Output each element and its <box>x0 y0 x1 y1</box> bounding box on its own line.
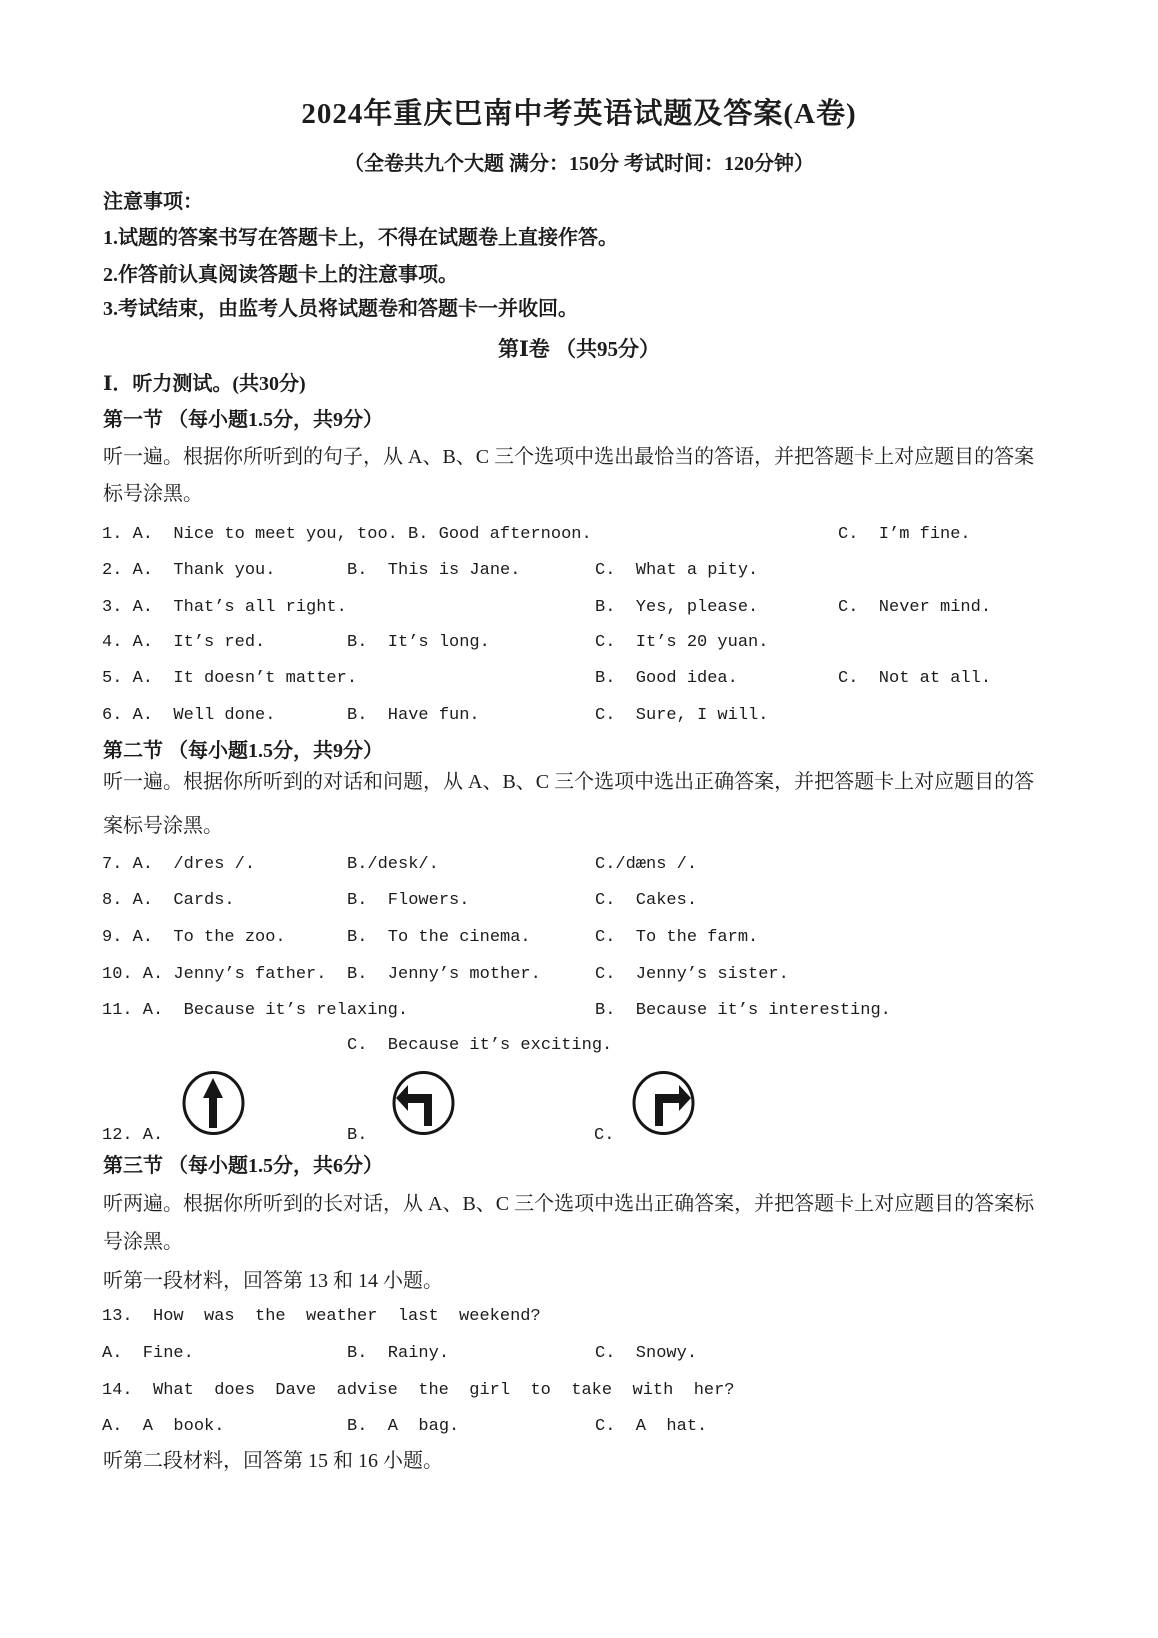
question-8-option-b: B. Flowers. <box>347 891 470 910</box>
question-4-option-b: B. It’s long. <box>347 633 490 652</box>
question-14-option-b: B. A bag. <box>347 1417 460 1436</box>
question-2-option-b: B. This is Jane. <box>347 561 521 580</box>
question-6-row <box>0 706 1158 728</box>
question-13-option-a: A. Fine. <box>102 1344 194 1363</box>
question-14-option-a: A. A book. <box>102 1417 225 1436</box>
question-4-option-a: 4. A. It’s red. <box>102 633 266 652</box>
question-10-option-c: C. Jenny’s sister. <box>595 965 789 984</box>
part2-instructions-line1: 听一遍。根据你所听到的对话和问题，从 A、B、C 三个选项中选出正确答案，并把答题卡上对应题目的答 <box>103 771 1035 793</box>
question-8-option-c: C. Cakes. <box>595 891 698 910</box>
question-14-text: 14. What does Dave advise the girl to take with her? <box>102 1381 735 1400</box>
question-2-option-a: 2. A. Thank you. <box>102 561 276 580</box>
part2-instructions-line2: 案标号涂黑。 <box>103 815 223 837</box>
question-12-row <box>0 1126 1158 1148</box>
question-11-option-c: C. Because it’s exciting. <box>347 1036 613 1055</box>
question-13-text: 13. How was the weather last weekend? <box>102 1307 541 1326</box>
question-2-option-c: C. What a pity. <box>595 561 759 580</box>
notice-item-3: 3.考试结束，由监考人员将试题卷和答题卡一并收回。 <box>103 298 578 320</box>
question-11-row-2 <box>0 1036 1158 1058</box>
part1-instructions-line2: 标号涂黑。 <box>103 483 203 505</box>
notice-item-2: 2.作答前认真阅读答题卡上的注意事项。 <box>103 264 458 286</box>
part3-heading: 第三节 （每小题1.5分，共6分） <box>103 1155 383 1177</box>
question-9-row <box>0 928 1158 950</box>
question-12-label-a: 12. A. <box>102 1126 164 1145</box>
question-11-option-b: B. Because it’s interesting. <box>595 1001 891 1020</box>
question-14-row <box>0 1381 1158 1403</box>
question-13-row <box>0 1307 1158 1329</box>
question-4-option-c: C. It’s 20 yuan. <box>595 633 769 652</box>
question-7-option-a: 7. A. /dres /. <box>102 855 256 874</box>
question-3-option-b: B. Yes, please. <box>595 598 759 617</box>
question-11-option-a: 11. A. Because it’s relaxing. <box>102 1001 409 1020</box>
question-9-option-a: 9. A. To the zoo. <box>102 928 286 947</box>
part3-instructions-line2: 号涂黑。 <box>103 1231 183 1253</box>
notice-heading: 注意事项： <box>103 191 203 213</box>
question-7-row <box>0 855 1158 877</box>
volume-1-heading: 第Ⅰ卷 （共95分） <box>497 337 661 361</box>
question-8-option-a: 8. A. Cards. <box>102 891 235 910</box>
question-11-row <box>0 1001 1158 1023</box>
question-1-options-ab: 1. A. Nice to meet you, too. B. Good afternoon. <box>102 525 592 544</box>
part1-heading: 第一节 （每小题1.5分，共9分） <box>103 409 383 431</box>
question-9-option-b: B. To the cinema. <box>347 928 531 947</box>
part1-instructions-line1: 听一遍。根据你所听到的句子，从 A、B、C 三个选项中选出最恰当的答语，并把答题卡上对应题目的答案 <box>103 446 1035 468</box>
exam-title: 2024年重庆巴南中考英语试题及答案(A卷) <box>301 98 857 130</box>
material-1-note: 听第一段材料，回答第 13 和 14 小题。 <box>103 1270 443 1292</box>
question-12-label-b: B. <box>347 1126 368 1145</box>
question-5-option-c: C. Not at all. <box>838 669 992 688</box>
question-10-option-a: 10. A. Jenny’s father. <box>102 965 327 984</box>
question-9-option-c: C. To the farm. <box>595 928 759 947</box>
question-3-option-a: 3. A. That’s all right. <box>102 598 347 617</box>
question-13-options-row <box>0 1344 1158 1366</box>
question-1-option-c: C. I’m fine. <box>838 525 971 544</box>
question-3-option-c: C. Never mind. <box>838 598 992 617</box>
question-14-options-row <box>0 1417 1158 1439</box>
question-10-row <box>0 965 1158 987</box>
exam-subtitle: （全卷共九个大题 满分：150分 考试时间：120分钟） <box>344 153 814 175</box>
material-2-note: 听第二段材料，回答第 15 和 16 小题。 <box>103 1450 443 1472</box>
part2-heading: 第二节 （每小题1.5分，共9分） <box>103 740 383 762</box>
question-5-row <box>0 669 1158 691</box>
question-13-option-b: B. Rainy. <box>347 1344 450 1363</box>
question-1-row <box>0 525 1158 547</box>
question-6-option-a: 6. A. Well done. <box>102 706 276 725</box>
question-5-option-b: B. Good idea. <box>595 669 738 688</box>
question-6-option-c: C. Sure, I will. <box>595 706 769 725</box>
question-14-option-c: C. A hat. <box>595 1417 708 1436</box>
question-6-option-b: B. Have fun. <box>347 706 480 725</box>
question-7-option-c: C./dæns /. <box>595 855 698 874</box>
question-13-option-c: C. Snowy. <box>595 1344 698 1363</box>
question-8-row <box>0 891 1158 913</box>
question-10-option-b: B. Jenny’s mother. <box>347 965 541 984</box>
question-7-option-b: B./desk/. <box>347 855 439 874</box>
notice-item-1: 1.试题的答案书写在答题卡上，不得在试题卷上直接作答。 <box>103 227 618 249</box>
question-2-row <box>0 561 1158 583</box>
part3-instructions-line1: 听两遍。根据你所听到的长对话，从 A、B、C 三个选项中选出正确答案，并把答题卡上对应题目的答案标 <box>103 1193 1035 1215</box>
listening-section-heading: Ⅰ．听力测试。(共30分) <box>103 373 306 395</box>
question-5-option-a: 5. A. It doesn’t matter. <box>102 669 358 688</box>
question-4-row <box>0 633 1158 655</box>
question-12-label-c: C. <box>594 1126 615 1145</box>
question-3-row <box>0 598 1158 620</box>
